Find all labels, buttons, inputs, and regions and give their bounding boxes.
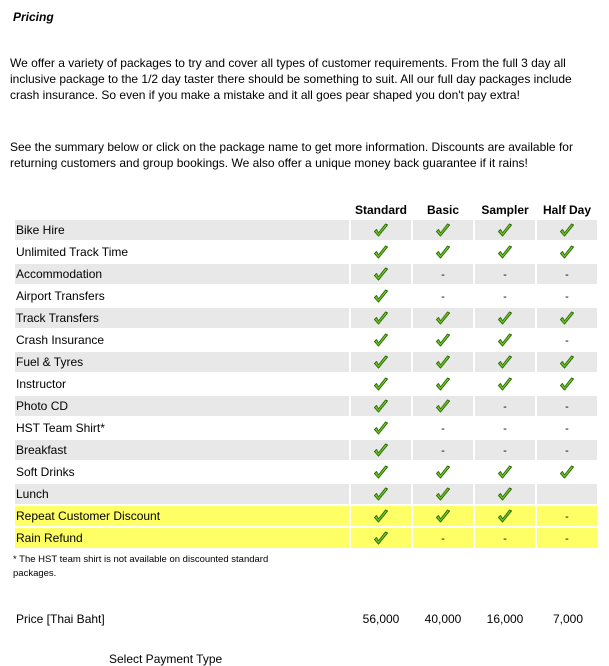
- row-label: Fuel & Tyres: [15, 352, 349, 372]
- cell-value: -: [565, 445, 569, 457]
- green-check-icon: [351, 374, 411, 394]
- green-check-icon: [351, 440, 411, 460]
- table-cell: [537, 440, 597, 460]
- table-cell: [537, 528, 597, 548]
- green-check-icon: [351, 352, 411, 372]
- green-check-icon: [537, 220, 597, 240]
- table-row: [15, 506, 597, 526]
- row-label: HST Team Shirt*: [15, 418, 349, 438]
- row-label: Repeat Customer Discount: [15, 506, 349, 526]
- cell-value: -: [565, 335, 569, 347]
- row-label: Soft Drinks: [15, 462, 349, 482]
- cell-value: -: [503, 269, 507, 281]
- green-check-icon: [351, 418, 411, 438]
- cell-value: -: [441, 269, 445, 281]
- cell-value: -: [503, 533, 507, 545]
- table-row: [15, 286, 597, 306]
- green-check-icon: [351, 396, 411, 416]
- package-link-half-day[interactable]: Half Day: [537, 201, 597, 218]
- green-check-icon: [351, 308, 411, 328]
- table-cell: [537, 330, 597, 350]
- table-cell: [475, 418, 535, 438]
- table-cell: [537, 396, 597, 416]
- green-check-icon: [475, 308, 535, 328]
- row-label: Bike Hire: [15, 220, 349, 240]
- table-cell: [537, 264, 597, 284]
- table-cell: [475, 396, 535, 416]
- green-check-icon: [413, 374, 473, 394]
- green-check-icon: [351, 528, 411, 548]
- green-check-icon: [413, 242, 473, 262]
- cell-value: -: [441, 423, 445, 435]
- green-check-icon: [351, 506, 411, 526]
- cell-value: -: [565, 511, 569, 523]
- cell-value: -: [503, 291, 507, 303]
- green-check-icon: [413, 220, 473, 240]
- green-check-icon: [413, 330, 473, 350]
- green-check-icon: [475, 242, 535, 262]
- summary-paragraph: See the summary below or click on the package name to get more information. Discounts are available for returning customers and group bookings. We also offer a unique money back guarantee if it rains!: [10, 140, 573, 170]
- header-feature: [15, 201, 349, 218]
- green-check-icon: [537, 242, 597, 262]
- table-row: [15, 242, 597, 262]
- cell-value: -: [441, 445, 445, 457]
- price-basic: 40,000: [424, 612, 462, 626]
- table-cell: [475, 286, 535, 306]
- green-check-icon: [413, 396, 473, 416]
- green-check-icon: [537, 462, 597, 482]
- package-link-basic[interactable]: Basic: [413, 201, 473, 218]
- page-title: Pricing: [13, 10, 54, 24]
- table-row: [15, 220, 597, 240]
- table-cell: [413, 440, 473, 460]
- table-cell: [413, 418, 473, 438]
- row-label: Track Transfers: [15, 308, 349, 328]
- row-label: Unlimited Track Time: [15, 242, 349, 262]
- package-link-sampler[interactable]: Sampler: [475, 201, 535, 218]
- pricing-table: [13, 199, 599, 550]
- cell-value: -: [565, 423, 569, 435]
- cell-value: -: [565, 401, 569, 413]
- table-row: [15, 484, 597, 504]
- green-check-icon: [475, 506, 535, 526]
- green-check-icon: [351, 462, 411, 482]
- price-sampler: 16,000: [486, 612, 524, 626]
- payment-type-label: Select Payment Type: [109, 652, 223, 666]
- green-check-icon: [475, 220, 535, 240]
- cell-value: -: [565, 533, 569, 545]
- row-label: Accommodation: [15, 264, 349, 284]
- row-label: Airport Transfers: [15, 286, 349, 306]
- green-check-icon: [537, 352, 597, 372]
- green-check-icon: [537, 308, 597, 328]
- table-cell: [475, 264, 535, 284]
- table-row: [15, 264, 597, 284]
- table-cell: [413, 286, 473, 306]
- cell-value: -: [503, 423, 507, 435]
- footnote: * The HST team shirt is not available on discounted standard packages.: [13, 554, 269, 579]
- table-cell: [413, 528, 473, 548]
- green-check-icon: [475, 462, 535, 482]
- cell-value: -: [503, 445, 507, 457]
- green-check-icon: [351, 264, 411, 284]
- table-row: [15, 440, 597, 460]
- green-check-icon: [351, 220, 411, 240]
- table-row: [15, 418, 597, 438]
- row-label: Photo CD: [15, 396, 349, 416]
- price-standard: 56,000: [362, 612, 400, 626]
- cell-value: -: [565, 291, 569, 303]
- table-row: [15, 352, 597, 372]
- green-check-icon: [413, 308, 473, 328]
- cell-value: -: [441, 533, 445, 545]
- green-check-icon: [413, 462, 473, 482]
- table-row: [15, 462, 597, 482]
- row-label: Crash Insurance: [15, 330, 349, 350]
- green-check-icon: [413, 484, 473, 504]
- green-check-icon: [413, 352, 473, 372]
- table-cell: [475, 440, 535, 460]
- price-label: Price [Thai Baht]: [16, 612, 105, 626]
- green-check-icon: [413, 506, 473, 526]
- table-row: [15, 396, 597, 416]
- table-cell: [537, 418, 597, 438]
- green-check-icon: [351, 330, 411, 350]
- green-check-icon: [475, 484, 535, 504]
- row-label: Instructor: [15, 374, 349, 394]
- cell-value: -: [503, 401, 507, 413]
- price-half-day: 7,000: [552, 612, 584, 626]
- green-check-icon: [475, 330, 535, 350]
- row-label: Rain Refund: [15, 528, 349, 548]
- table-cell: [475, 528, 535, 548]
- table-row: [15, 374, 597, 394]
- green-check-icon: [475, 374, 535, 394]
- package-link-standard[interactable]: Standard: [351, 201, 411, 218]
- row-label: Lunch: [15, 484, 349, 504]
- table-cell: [537, 506, 597, 526]
- green-check-icon: [475, 352, 535, 372]
- table-row: [15, 528, 597, 548]
- green-check-icon: [537, 374, 597, 394]
- table-cell: [413, 264, 473, 284]
- green-check-icon: [351, 242, 411, 262]
- intro-paragraph: We offer a variety of packages to try and cover all types of customer requirements. From the full 3 day all inclusive package to the 1/2 day taster there should be something to suit. All our full day packages include crash insurance. So even if you make a mistake and it all goes pear shaped you don't pay extra!: [10, 56, 572, 102]
- table-cell: [537, 286, 597, 306]
- green-check-icon: [351, 286, 411, 306]
- table-row: [15, 330, 597, 350]
- cell-value: -: [441, 291, 445, 303]
- row-label: Breakfast: [15, 440, 349, 460]
- cell-value: -: [565, 269, 569, 281]
- green-check-icon: [351, 484, 411, 504]
- table-row: [15, 308, 597, 328]
- table-header-row: [15, 201, 597, 218]
- table-cell: [537, 484, 597, 504]
